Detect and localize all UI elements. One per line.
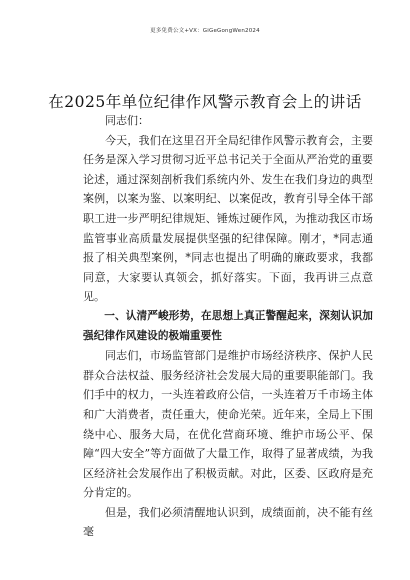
paragraph-warning: 但是，我们必须清醒地认识到，成绩面前，决不能有丝毫 <box>83 505 373 539</box>
paragraph-intro: 今天，我们在这里召开全局纪律作风警示教育会，主要任务是深入学习贯彻习近平总书记关于全面从严治党的重要论述，通过深刻剖析我们系统内外、发生在我们身边的典型案例，以案为鉴、以案明纪、以案促改，教育引导全体干部职工进一步严明纪律规矩、锤炼过硬作风，为推动我区市场监管事业高质量发展提供坚强的纪律保障。刚才，*同志通报了相关典型案例，*同志也提出了明确的廉政要求，我都同意，大家要认真领会，抓好落实。下面，我再讲三点意见。 <box>83 133 373 304</box>
paragraph-context: 同志们，市场监管部门是维护市场经济秩序、保护人民群众合法权益、服务经济社会发展大局的重要职能部门。我们手中的权力，一头连着政府公信，一头连着万千市场主体和广大消费者，责任重大，使命光荣。近年来，全局上下围绕中心、服务大局，在优化营商环境、维护市场公平、保障“四大安全”等方面做了大量工作，取得了显著成绩，为我区经济社会发展作出了积极贡献。对此，区委、区政府是充分肯定的。 <box>83 349 373 500</box>
watermark-text: 更多免费公文+VX：GiGeGongWen2024 <box>150 28 260 34</box>
document-body <box>83 100 373 542</box>
document-title: 在2025年单位纪律作风警示教育会上的讲话 <box>48 93 362 111</box>
section-heading-1: 一、认清严峻形势，在思想上真正警醒起来，深刻认识加强纪律作风建设的极端重要性 <box>83 309 373 342</box>
salutation: 同志们： <box>105 114 149 127</box>
